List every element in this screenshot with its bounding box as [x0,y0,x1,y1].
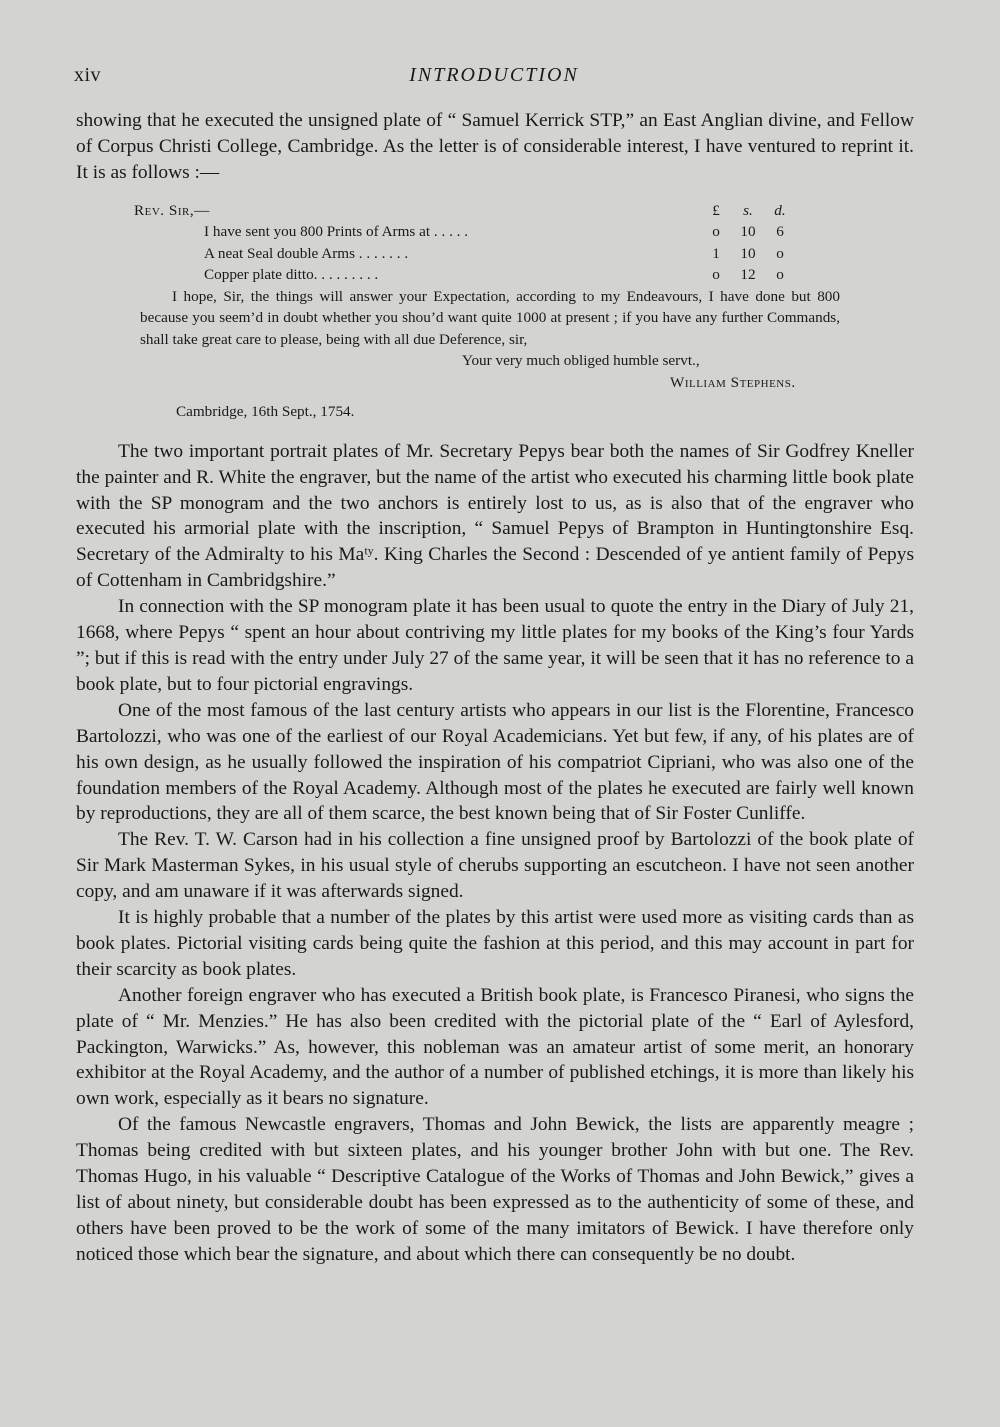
letter-item [76,264,914,286]
page-header [74,64,914,92]
letter-date: Cambridge, 16th Sept., 1754. [176,403,355,421]
letter-item-amount [700,243,796,265]
letter-salutation: Rev. Sir,— [134,201,210,219]
opening-paragraph: showing that he executed the unsigned plate of “ Samuel Kerrick STP,” an East Anglian divine, and Fellow of Corpus Christi College, Cambridge. As the letter is of considerable interest, I have ventured to reprint it. It is as follows :— [76,110,914,183]
letter-item-text: A neat Seal double Arms . . . . . . . [204,244,409,262]
page-body [76,108,914,1268]
currency-pounds: £ [712,201,720,219]
body-paragraph: Of the famous Newcastle engravers, Thomas and John Bewick, the lists are apparently meagre ; Thomas being credited with but sixteen plates, and his younger brother John with but one. The Rev. Thomas Hugo, in his valuable “ Descriptive Catalogue of the Works of Thomas and John Bewick,” gives a list of about ninety, but considerable doubt has been expressed as to the authenticity of some of these, and others have been proved to be the work of some of the many imitators of Bewick. I have therefore only noticed those which bear the signature, and about which there can consequently be no doubt. [76,1114,914,1265]
amount-pence: 6 [776,223,784,241]
amount-shillings: 12 [740,266,756,284]
amount-pence: o [776,266,784,284]
letter-closing: Your very much obliged humble servt., [462,352,700,370]
quoted-letter [76,200,914,423]
body-paragraph: Another foreign engraver who has executed a British book plate, is Francesco Piranesi, who signs the plate of “ Mr. Menzies.” He has also been credited with the pictorial plate of the “ Earl of Aylesford, Packington, Warwicks.” As, however, this nobleman was an amateur artist of some merit, an honorary exhibitor at the Royal Academy, and the author of a number of published etchings, it is more than likely his own work, especially as it bears no signature. [76,984,914,1110]
letter-signature: William Stephens. [670,373,796,391]
body-paragraph: The Rev. T. W. Carson had in his collection a fine unsigned proof by Bartolozzi of the book plate of Sir Mark Masterman Sykes, in his usual style of cherubs supporting an escutcheon. I have not seen another copy, and am unaware if it was afterwards signed. [76,829,914,903]
letter-header-row [76,200,914,222]
letter-item-amount [700,221,796,243]
letter-item [76,243,914,265]
currency-pence: d. [774,201,786,219]
body-paragraph: One of the most famous of the last century artists who appears in our list is the Florentine, Francesco Bartolozzi, who was one of the earliest of our Royal Academicians. Yet but few, if any, of his plates are of his own design, as he usually followed the inspiration of his compatriot Cipriani, who was also one of the foundation members of the Royal Academy. Although most of the plates he executed are fairly well known by reproductions, they are all of them scarce, the best known being that of Sir Foster Cunliffe. [76,699,914,825]
letter-item-text: I have sent you 800 Prints of Arms at . . . . . [204,223,469,241]
body-paragraph: The two important portrait plates of Mr. Secretary Pepys bear both the names of Sir Godfrey Kneller the painter and R. White the engraver, but the name of the artist who executed his charming little book plate with the SP monogram and the two anchors is entirely lost to us, as is also that of the engraver who executed his armorial plate with the inscription, “ Samuel Pepys of Brampton in Huntingtonshire Esq. Secretary of the Admiralty to his Maᵗʸ. King Charles the Second : Descended of ye antient family of Pepys of Cottenham in Cambridgshire.” [76,440,914,592]
body-paragraph: In connection with the SP monogram plate it has been usual to quote the entry in the Diary of July 21, 1668, where Pepys “ spent an hour about contriving my little plates for my books of the King’s four Yards ”; but if this is read with the entry under July 27 of the same year, it will be seen that it has no reference to a book plate, but to four pictorial engravings. [76,596,914,695]
letter-item-amount [700,264,796,286]
amount-pounds: 1 [712,244,720,262]
amount-pounds: o [712,266,720,284]
amount-pounds: o [712,223,720,241]
running-title: INTRODUCTION [409,64,579,86]
letter-item [76,221,914,243]
amount-shillings: 10 [740,223,756,241]
currency-headers [700,200,796,222]
amount-pence: o [776,244,784,262]
page-number: xiv [74,64,102,86]
letter-item-text: Copper plate ditto. . . . . . . . . [204,266,379,284]
letter-body: I hope, Sir, the things will answer your Expectation, according to my Endeavours, I have done but 800 because you seem’d in doubt whether you shou’d want quite 1000 at present ; if you have any further Commands, shall take great care to please, being with all due Deference, sir, [140,287,840,348]
body-paragraph: It is highly probable that a number of the plates by this artist were used more as visiting cards than as book plates. Pictorial visiting cards being quite the fashion at this period, and this may account in part for their scarcity as book plates. [76,907,914,980]
currency-shillings: s. [743,201,753,219]
amount-shillings: 10 [740,244,756,262]
